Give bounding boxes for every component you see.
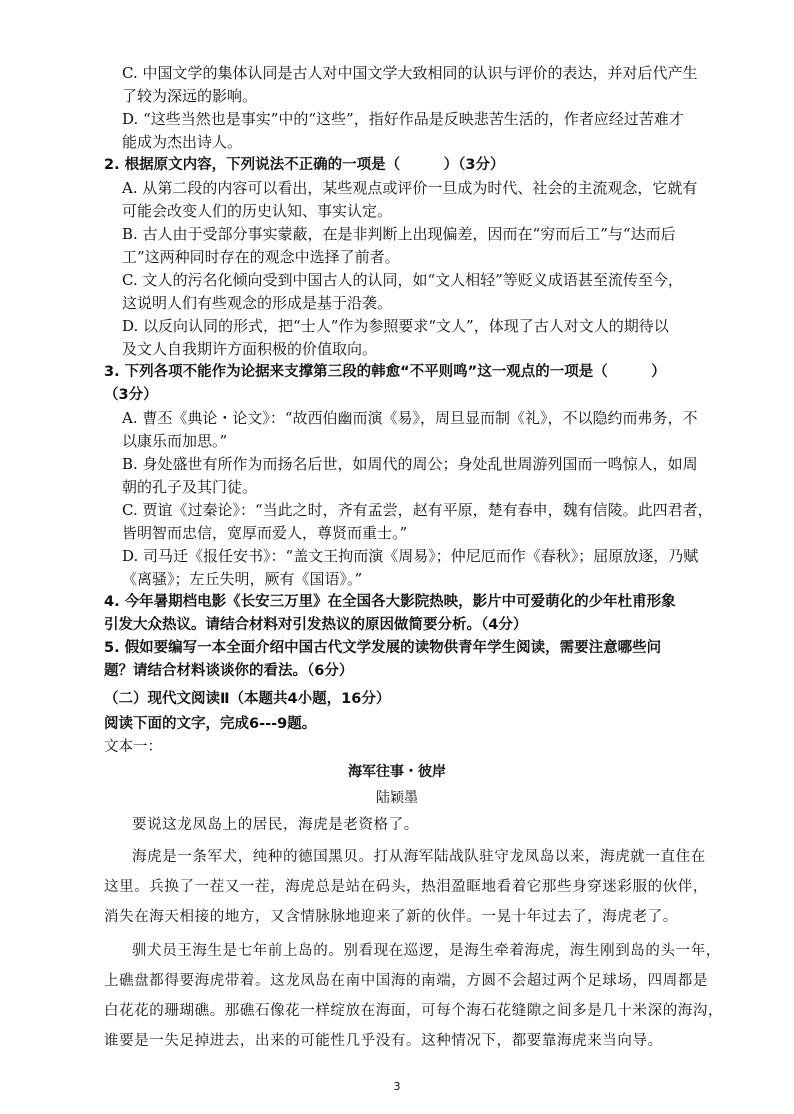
q4-stem-line2: 引发大众热议。请结合材料对引发热议的原因做简要分析。（4分） [104, 617, 528, 633]
q2-option-c-line1: C. 文人的污名化倾向受到中国古人的认同，如“文人相轻”等贬义成语甚至流传至今， [122, 271, 683, 289]
story-paragraph-2-line1: 海虎是一条军犬，纯种的德国黑贝。打从海军陆战队驻守龙凤岛以来，海虎就一直住在 [132, 849, 706, 865]
story-author: 陆颖墨 [376, 790, 418, 806]
q1-option-d-line2: 能成为杰出诗人。 [122, 133, 243, 151]
section-instruction: 阅读下面的文字，完成6---9题。 [104, 716, 317, 732]
q3-option-a-line2: 以康乐而加思。” [122, 432, 228, 450]
q3-option-c-line1: C. 贾谊《过秦论》：“当此之时，齐有孟尝，赵有平原，楚有春申，魏有信陵。此四君者， [122, 501, 713, 519]
q2-option-c-line2: 这说明人们有些观念的形成是基于沿袭。 [122, 294, 393, 312]
story-paragraph-3-line4: 谁要是一失足掉进去，出来的可能性几乎没有。这种情况下，都要靠海虎来当向导。 [104, 1033, 663, 1049]
q3-option-a-line1: A. 曹丕《典论・论文》：“故西伯幽而演《易》，周旦显而制《礼》，不以隐约而弗务，不 [122, 409, 698, 427]
q3-option-b-line2: 朝的孔子及其门徒。 [122, 478, 258, 496]
q2-option-b-line1: B. 古人由于受部分事实蒙蔽，在是非判断上出现偏差，因而在“穷而后工”与“达而后 [122, 225, 676, 243]
section-heading: （二）现代文阅读Ⅱ（本题共4小题，16分） [104, 691, 391, 707]
q2-stem: 2. 根据原文内容，下列说法不正确的一项是（ ）（3分） [104, 157, 505, 173]
story-paragraph-3-line3: 白花花的珊瑚礁。那礁石像花一样绽放在海面，可每个海石花缝隙之间多是几十米深的海沟， [104, 1003, 724, 1019]
story-paragraph-3-line2: 上礁盘都得要海虎带着。这龙凤岛在南中国海的南端，方圆不会超过两个足球场，四周都是 [104, 973, 708, 989]
q3-option-d-line2: 《离骚》；左丘失明，厥有《国语》。” [122, 570, 363, 588]
q1-option-c-line1: C. 中国文学的集体认同是古人对中国文学大致相同的认识与评价的表达，并对后代产生 [122, 64, 698, 82]
q5-stem-line2: 题？请结合材料谈谈你的看法。（6分） [104, 663, 354, 679]
q3-option-c-line2: 皆明智而忠信，宽厚而爱人，尊贤而重士。” [122, 524, 408, 542]
story-paragraph-2-line2: 这里。兵换了一茬又一茬，海虎总是站在码头，热泪盈眶地看着它那些身穿迷彩服的伙伴， [104, 879, 708, 895]
q3-option-b-line1: B. 身处盛世有所作为而扬名后世，如周代的周公；身处乱世周游列国而一鸣惊人，如周 [122, 455, 698, 473]
story-title: 海军往事・彼岸 [348, 764, 446, 780]
q3-stem-line2: （3分） [104, 387, 158, 403]
text-label: 文本一： [104, 739, 162, 755]
q5-stem-line1: 5. 假如要编写一本全面介绍中国古代文学发展的读物供青年学生阅读，需要注意哪些问 [104, 640, 662, 656]
q1-option-c-line2: 了较为深远的影响。 [122, 87, 258, 105]
q4-stem-line1: 4. 今年暑期档电影《长安三万里》在全国各大影院热映，影片中可爱萌化的少年杜甫形象 [104, 594, 676, 610]
story-paragraph-2-line3: 消失在海天相接的地方，又含情脉脉地迎来了新的伙伴。一晃十年过去了，海虎老了。 [104, 909, 678, 925]
page-number: 3 [393, 1080, 401, 1093]
q3-stem-line1: 3. 下列各项不能作为论据来支撑第三段的韩愈“不平则鸣”这一观点的一项是（ ） [104, 364, 666, 380]
q3-option-d-line1: D. 司马迁《报任安书》：“盖文王拘而演《周易》；仲尼厄而作《春秋》；屈原放逐，乃赋 [122, 547, 699, 565]
q2-option-d-line1: D. 以反向认同的形式，把“士人”作为参照要求“文人”，体现了古人对文人的期待以 [122, 317, 669, 335]
q1-option-d-line1: D. “这些当然也是事实”中的“这些”，指好作品是反映悲苦生活的，作者应经过苦难才 [122, 110, 684, 128]
q2-option-a-line1: A. 从第二段的内容可以看出，某些观点或评价一旦成为时代、社会的主流观念，它就有 [122, 179, 698, 197]
q2-option-d-line2: 及文人自我期许方面积极的价值取向。 [122, 340, 378, 358]
story-paragraph-1: 要说这龙凤岛上的居民，海虎是老资格了。 [132, 817, 419, 833]
story-paragraph-3-line1: 驯犬员王海生是七年前上岛的。别看现在巡逻，是海生牵着海虎，海生刚到岛的头一年， [132, 943, 721, 959]
q2-option-b-line2: 工”这两种同时存在的观念中选择了前者。 [122, 248, 400, 266]
q2-option-a-line2: 可能会改变人们的历史认知、事实认定。 [122, 202, 393, 220]
